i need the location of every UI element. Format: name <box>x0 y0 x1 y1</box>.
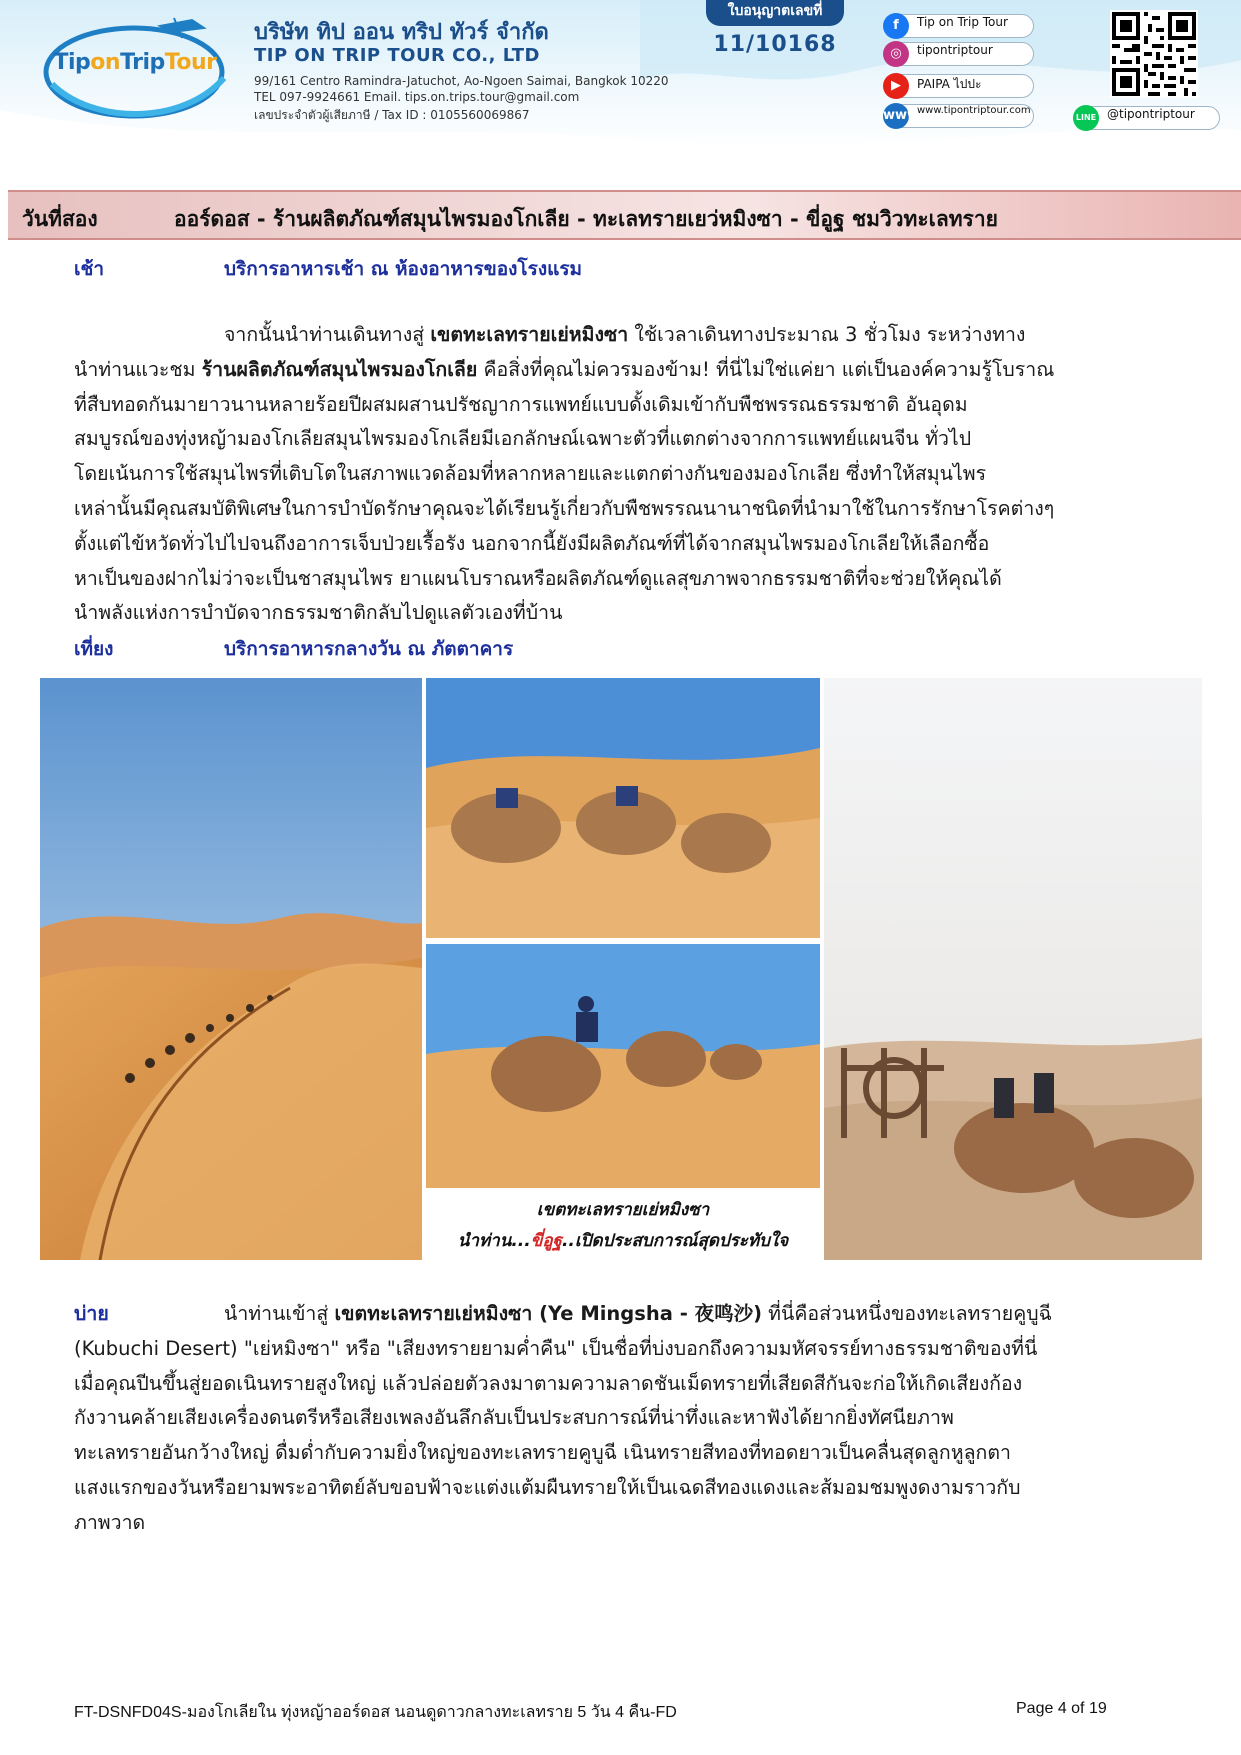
text-line: ภาพวาด <box>74 1510 146 1534</box>
text-line: ทะเลทรายอันกว้างใหญ่ ดื่มด่ำกับความยิ่งใหญ่ของทะเลทรายคูบูฉี เนินทรายสีทองที่ทอดยาวเป็นคลื่นสุดลูกหูลูกตา <box>74 1441 1011 1465</box>
line-icon: LINE <box>1073 105 1099 131</box>
day-heading-bar <box>8 190 1241 240</box>
photo-camels-resting <box>426 678 820 938</box>
text-line: สมบูรณ์ของทุ่งหญ้ามองโกเลียสมุนไพรมองโกเลียมีเอกลักษณ์เฉพาะตัวที่แตกต่างจากการแพทย์แผนจีน ทั่วไป <box>74 427 972 451</box>
meal-afternoon-key: บ่าย <box>74 1302 109 1325</box>
text-line: เมื่อคุณปีนขึ้นสู่ยอดเนินทรายสูงใหญ่ แล้วปล่อยตัวลงมาตามความลาดชันเม็ดทรายที่เสียดสีกันจะก่อให้เกิดเสียงก้อง <box>74 1371 1023 1395</box>
meal-lunch-value: บริการอาหารกลางวัน ณ ภัตตาคาร <box>224 638 514 660</box>
line-label: @tipontriptour <box>1107 107 1195 121</box>
caption-line-1: เขตทะเลทรายเย่หมิงซา <box>536 1200 710 1220</box>
text-line: จากนั้นนำท่านเดินทางสู่ เขตทะเลทรายเย่หมิงซา ใช้เวลาเดินทางประมาณ 3 ชั่วโมง ระหว่างทาง <box>224 323 1026 346</box>
day-title: ออร์ดอส - ร้านผลิตภัณฑ์สมุนไพรมองโกเลีย - ทะเลทรายเยว่หมิงซา - ขี่อูฐ ชมวิวทะเลทราย <box>174 207 998 231</box>
photo-collage <box>40 678 1202 1260</box>
photo-desert-caravan <box>40 678 422 1260</box>
youtube-icon: ▶ <box>883 73 909 99</box>
text-line: โดยเน้นการใช้สมุนไพรที่เติบโตในสภาพแวดล้อมที่หลากหลายและแตกต่างกันของมองโกเลีย ซึ่งทำให้สมุนไพร <box>74 462 987 486</box>
text-line: นำพลังแห่งการบำบัดจากธรรมชาติกลับไปดูแลตัวเองที่บ้าน <box>74 601 563 625</box>
text-line: ที่สืบทอดกันมายาวนานหลายร้อยปีผสมผสานปรัชญาการแพทย์แบบดั้งเดิมเข้ากับพืชพรรณธรรมชาติ อันอุดม <box>74 392 968 416</box>
text-line: บ่าย นำท่านเข้าสู่ เขตทะเลทรายเย่หมิงซา (Ye Mingsha - 夜鸣沙) ที่นี่คือส่วนหนึ่งของทะเลทรายคูบูฉี <box>74 1297 1168 1332</box>
photo-camel-riders <box>426 944 820 1188</box>
instagram-icon: ◎ <box>883 41 909 67</box>
company-address: 99/161 Centro Ramindra-Jatuchot, Ao-Ngoen Saimai, Bangkok 10220 <box>254 74 669 88</box>
photo-camels-fence <box>824 678 1202 1260</box>
facebook-link[interactable] <box>884 14 1034 38</box>
caption-line-2: นำท่าน...ขี่อูฐ..เปิดประสบการณ์สุดประทับใจ <box>457 1231 789 1251</box>
facebook-icon: f <box>883 13 909 39</box>
website-link[interactable] <box>884 104 1034 128</box>
license-label: ใบอนุญาตเลขที่ <box>706 0 844 26</box>
text-line: นำท่านแวะชม ร้านผลิตภัณฑ์สมุนไพรมองโกเลีย คือสิ่งที่คุณไม่ควรมองข้าม! ที่นี่ไม่ใช่แค่ยา แต่เป็นองค์ความรู้โบราณ <box>74 357 1055 381</box>
meal-breakfast-value: บริการอาหารเช้า ณ ห้องอาหารของโรงแรม <box>224 258 583 280</box>
logo-wordmark: TiponTripTour <box>53 50 217 75</box>
facebook-label: Tip on Trip Tour <box>917 15 1008 29</box>
instagram-link[interactable] <box>884 42 1034 66</box>
qr-code[interactable] <box>1110 10 1198 98</box>
meal-breakfast-key: เช้า <box>74 258 105 280</box>
text-line: หาเป็นของฝากไม่ว่าจะเป็นชาสมุนไพร ยาแผนโบราณหรือผลิตภัณฑ์ดูแลสุขภาพจากธรรมชาติที่จะช่วยให้คุณได้ <box>74 566 1002 590</box>
license-badge <box>700 0 850 66</box>
meal-lunch <box>0 634 1241 664</box>
footer-document-code: FT-DSNFD04S-มองโกเลียใน ทุ่งหญ้าออร์ดอส นอนดูดาวกลางทะเลทราย 5 วัน 4 คืน-FD <box>74 1704 677 1721</box>
footer-page-number: Page 4 of 19 <box>1016 1700 1107 1717</box>
text-line: เหล่านั้นมีคุณสมบัติพิเศษในการบำบัดรักษาคุณจะได้เรียนรู้เกี่ยวกับพืชพรรณนานาชนิดที่นำมาใช้ในการรักษาโรคต่างๆ <box>74 496 1055 520</box>
page-header <box>0 0 1241 150</box>
license-number: 11/10168 <box>713 32 837 57</box>
paragraph-herbal-shop <box>74 318 1168 631</box>
text-line: ตั้งแต่ไข้หวัดทั่วไปไปจนถึงอาการเจ็บป่วยเรื้อรัง นอกจากนี้ยังมีผลิตภัณฑ์ที่ได้จากสมุนไพรมองโกเลียให้เลือกซื้อ <box>74 531 990 555</box>
company-name-thai: บริษัท ทิป ออน ทริป ทัวร์ จำกัด <box>254 20 549 45</box>
meal-lunch-key: เที่ยง <box>74 638 114 660</box>
day-label: วันที่สอง <box>22 207 98 231</box>
text-line: กังวานคล้ายเสียงเครื่องดนตรีหรือเสียงเพลงอันลึกลับเป็นประสบการณ์ที่น่าทึ่งและหาฟังได้ยากยิ่งทัศนียภาพ <box>74 1406 954 1430</box>
paragraph-ye-mingsha <box>74 1297 1168 1541</box>
web-icon: www <box>883 103 909 129</box>
youtube-label: PAIPA ไปปะ <box>917 77 982 91</box>
line-link[interactable] <box>1074 106 1220 130</box>
text-line: (Kubuchi Desert) "เย่หมิงซา" หรือ "เสียงทรายยามค่ำคืน" เป็นชื่อที่บ่งบอกถึงความมหัศจรรย์ทางธรรมชาติของที่นี่ <box>74 1336 1038 1360</box>
website-label: www.tipontriptour.com <box>917 105 1031 116</box>
text-line: แสงแรกของวันหรือยามพระอาทิตย์ลับขอบฟ้าจะแต่งแต้มผืนทรายให้เป็นเฉดสีทองแดงและส้มอมชมพูงดงามราวกับ <box>74 1475 1021 1499</box>
instagram-label: tipontriptour <box>917 43 993 57</box>
company-name-english: TIP ON TRIP TOUR CO., LTD <box>254 45 540 66</box>
company-contact: TEL 097-9924661 Email. tips.on.trips.tour@gmail.com <box>254 90 580 104</box>
company-tax-id: เลขประจำตัวผู้เสียภาษี / Tax ID : 0105560069867 <box>254 108 530 122</box>
youtube-link[interactable] <box>884 74 1034 98</box>
photo-caption <box>423 1188 823 1260</box>
meal-breakfast <box>0 254 1241 284</box>
